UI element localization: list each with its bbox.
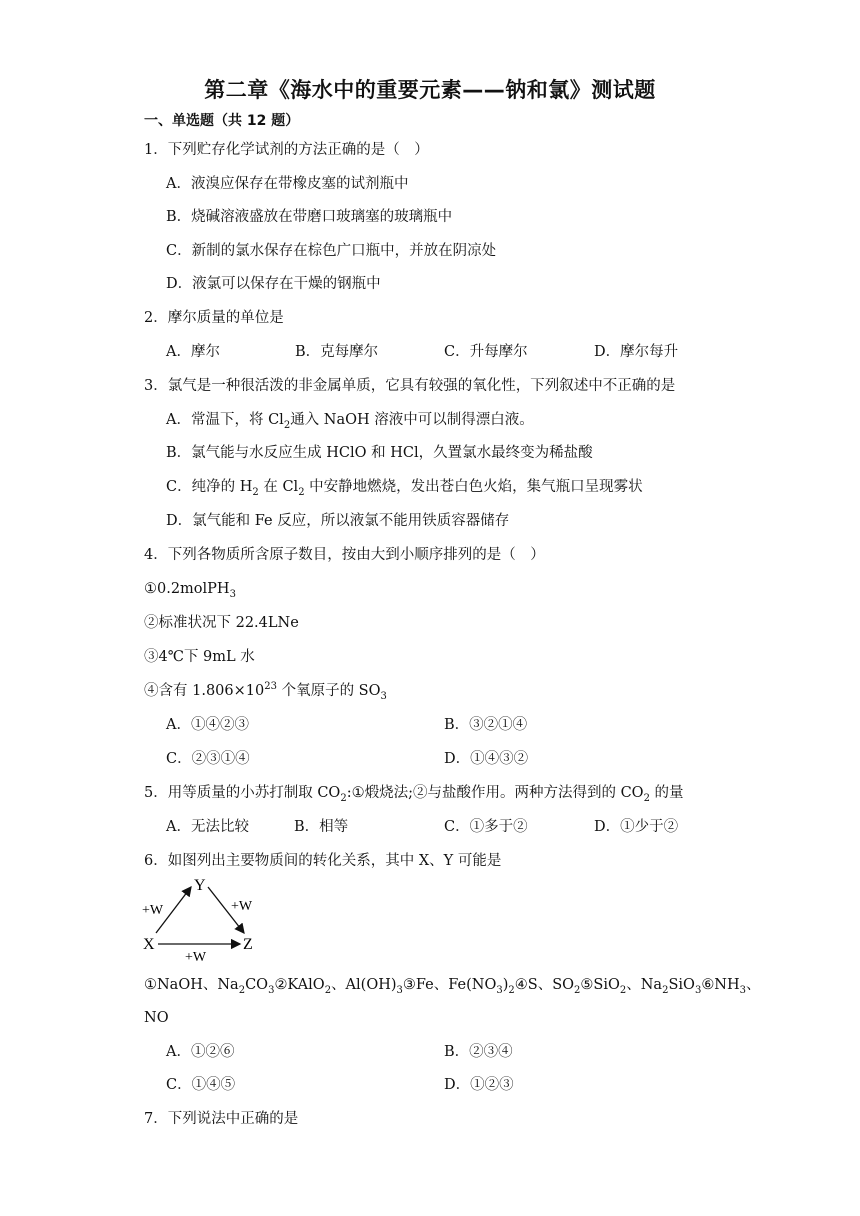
question-5-stem-part1: 5．用等质量的小苏打制取 CO — [144, 785, 341, 801]
q6-item-5c: SiO — [668, 977, 695, 993]
question-6-items-continued: NO — [144, 1010, 169, 1026]
question-6-option-d: D．①②③ — [444, 1077, 514, 1093]
question-6-option-a: A．①②⑥ — [166, 1044, 235, 1060]
question-5-option-c: C．①多于② — [444, 819, 528, 835]
question-4-option-a: A．①④②③ — [166, 717, 249, 733]
q6-item-3a: ③Fe、Fe(NO — [402, 977, 497, 993]
diagram-label-xz: +W — [185, 950, 207, 963]
question-6-option-b: B．②③④ — [444, 1044, 513, 1060]
q6-item-1a: ①NaOH、Na — [144, 977, 239, 993]
question-3-option-a-part1: A．常温下，将 Cl — [166, 412, 284, 428]
question-6-items: ①NaOH、$Na_2CO_3②KAlO_2$、$Al(OH)_3③Fe$、$Fe(NO_3)_2④S$、$SO_2⑤SiO_2$、$Na_2SiO_3⑥NH_3$、 — [144, 977, 761, 996]
question-3-option-a-part2: 通入 NaOH 溶液中可以制得漂白液。 — [290, 412, 534, 428]
question-1-option-a: A．液溴应保存在带橡皮塞的试剂瓶中 — [166, 176, 409, 192]
question-4-option-c: C．②③①④ — [166, 751, 250, 767]
question-4-option-d: D．①④③② — [444, 751, 529, 767]
question-3-option-b: B．氯气能与水反应生成 HClO 和 HCl，久置氯水最终变为稀盐酸 — [166, 445, 593, 461]
question-7-stem: 7．下列说法中正确的是 — [144, 1111, 299, 1127]
q6-item-2b: 、Al(OH) — [331, 977, 397, 993]
q6-item-3b: ) — [502, 977, 509, 993]
question-4-stem: 4．下列各物质所含原子数目，按由大到小顺序排列的是（ ） — [144, 547, 545, 563]
q6-item-6b: 、 — [746, 977, 761, 993]
diagram-node-y: Y — [194, 877, 206, 894]
q6-item-4: ④S、SO — [514, 977, 575, 993]
question-4-item-3: ③4℃下 9mL 水 — [144, 649, 255, 665]
question-3-option-a: A．常温下，将 $Cl_2$通入 NaOH 溶液中可以制得漂白液。 — [166, 412, 534, 431]
question-2-option-a: A．摩尔 — [166, 344, 220, 360]
question-5-option-a: A．无法比较 — [166, 819, 249, 835]
question-2-option-b: B．克每摩尔 — [295, 344, 379, 360]
question-2-option-d: D．摩尔每升 — [594, 344, 679, 360]
question-2-stem: 2．摩尔质量的单位是 — [144, 310, 284, 326]
question-3-option-c-part2: 在 Cl — [263, 479, 299, 495]
question-3-stem: 3．氯气是一种很活泼的非金属单质，它具有较强的氧化性，下列叙述中不正确的是 — [144, 378, 676, 394]
question-5-option-d: D．①少于② — [594, 819, 679, 835]
question-5-option-b: B．相等 — [294, 819, 349, 835]
question-1-stem: 1．下列贮存化学试剂的方法正确的是（ ） — [144, 142, 429, 158]
question-3-option-c-part3: 中安静地燃烧，发出苍白色火焰，集气瓶口呈现雾状 — [309, 479, 643, 495]
question-4-item-4: ④含有 $1.806\times 10^{23}$ 个氧原子的 $SO_3$ — [144, 681, 387, 702]
question-5-stem-part2: :①煅烧法;②与盐酸作用。两种方法得到的 CO — [346, 785, 644, 801]
diagram-node-x: X — [143, 936, 155, 953]
question-4-option-b: B．③②①④ — [444, 717, 528, 733]
question-4-item-2: ②标准状况下 22.4LNe — [144, 615, 299, 631]
question-6-option-c: C．①④⑤ — [166, 1077, 236, 1093]
question-3-option-c: C．纯净的 $H_2$ 在 $Cl_2$ 中安静地燃烧，发出苍白色火焰，集气瓶口呈现雾状 — [166, 479, 643, 498]
question-1-option-c: C．新制的氯水保存在棕色广口瓶中，并放在阴凉处 — [166, 243, 497, 259]
question-5-stem-part3: 的量 — [654, 785, 684, 801]
question-4-item-1: ①0.2molPH$_3$ — [144, 581, 236, 600]
question-4-item-4-part1: ④含有 1.806×10 — [144, 683, 265, 699]
diagram-label-yz: +W — [231, 899, 253, 914]
question-4-item-4-exponent: 23 — [264, 681, 277, 693]
q6-item-6a: ⑥NH — [701, 977, 740, 993]
question-1-option-b: B．烧碱溶液盛放在带磨口玻璃塞的玻璃瓶中 — [166, 209, 453, 225]
page-title: 第二章《海水中的重要元素——钠和氯》测试题 — [204, 78, 656, 102]
question-4-item-4-part2: 个氧原子的 SO — [281, 683, 381, 699]
q6-item-1b: CO — [245, 977, 269, 993]
question-6-stem: 6．如图列出主要物质间的转化关系，其中 X、Y 可能是 — [144, 853, 502, 869]
diagram-label-xy: +W — [142, 903, 164, 918]
question-1-option-d: D．液氯可以保存在干燥的钢瓶中 — [166, 276, 381, 292]
section-heading: 一、单选题（共 12 题） — [144, 113, 300, 129]
diagram-node-z: Z — [243, 936, 253, 953]
question-2-option-c: C．升每摩尔 — [444, 344, 528, 360]
conversion-diagram — [140, 873, 270, 963]
q6-item-2a: ②KAlO — [274, 977, 325, 993]
q6-item-5a: ⑤SiO — [580, 977, 620, 993]
q6-item-5b: 、Na — [626, 977, 663, 993]
question-4-item-1-text: ①0.2molPH — [144, 581, 230, 597]
question-3-option-c-part1: C．纯净的 H — [166, 479, 253, 495]
question-3-option-d: D．氯气能和 Fe 反应，所以液氯不能用铁质容器储存 — [166, 513, 510, 529]
question-5-stem: 5．用等质量的小苏打制取 $CO_2:①$煅烧法;②与盐酸作用。两种方法得到的 $CO_2$ 的量 — [144, 785, 684, 804]
